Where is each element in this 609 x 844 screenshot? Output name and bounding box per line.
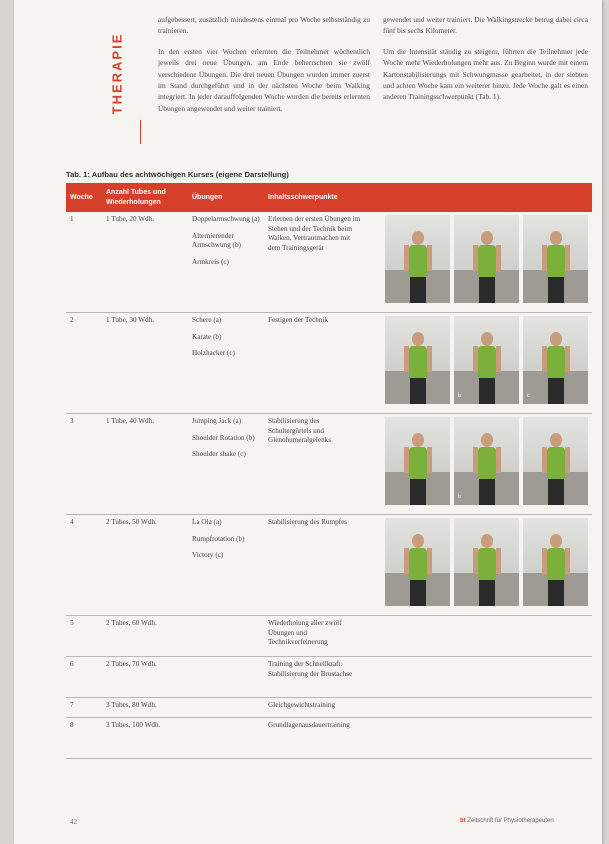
exercise-photo (385, 215, 450, 303)
exercise-photos (372, 417, 588, 505)
cell-focus: Stabilisierung des Rumpfes (264, 515, 368, 616)
cell-exercises (188, 718, 264, 759)
exercise-photos (372, 215, 588, 303)
exercise-item: Alternierender Armschwung (b) (192, 231, 241, 250)
course-table (66, 183, 592, 759)
document-page (14, 0, 602, 844)
exercise-photos (372, 316, 588, 404)
exercise-photo (385, 316, 450, 404)
cell-week: 6 (66, 657, 102, 698)
cell-tubes: 1 Tube, 30 Wdh. (102, 313, 188, 414)
cell-tubes: 2 Tubes, 60 Wdh. (102, 616, 188, 657)
exercise-item: Karate (b) (192, 332, 222, 341)
table-row (66, 698, 592, 718)
section-divider (140, 120, 141, 144)
journal-prefix: bt (460, 818, 466, 824)
cell-tubes: 2 Tubes, 50 Wdh. (102, 515, 188, 616)
cell-photos (368, 698, 592, 718)
paragraph: In den ersten vier Wochen erlernten die Teilnehmer wöchentlich jeweils drei neue Übungen, am Ende beherrschten sie zwölf verschiedene Übungen. Die drei neuen Übungen wurden immer zuerst im Stand durchgeführt und in der nächsten Woche beim Walking integriert. In jeder darauffolgenden Woche wurden die bereits erlernten Übungen angewendet und weiter trainiert. (158, 46, 370, 113)
exercise-item: Schere (a) (192, 316, 222, 324)
cell-tubes: 1 Tube, 40 Wdh. (102, 414, 188, 515)
cell-focus: Training der Schnellkraft: Stabilisierung der Brustachse (264, 657, 368, 698)
exercise-item: La Ola (a) (192, 518, 222, 526)
table-row (66, 616, 592, 657)
cell-photos (368, 212, 592, 313)
cell-photos (368, 313, 592, 414)
cell-tubes: 1 Tube, 20 Wdh. (102, 212, 188, 313)
exercise-item: Rumpfrotation (b) (192, 534, 245, 543)
exercise-photos (372, 518, 588, 606)
exercise-photo (385, 417, 450, 505)
paragraph: gewendet und weiter trainiert. Die Walkingstrecke betrug dabei circa fünf bis sechs Kilometer. (383, 15, 588, 36)
cell-week: 2 (66, 313, 102, 414)
header-focus: Inhaltsschwerpunkte (264, 183, 368, 212)
cell-focus: Gleichgewichtstraining (264, 698, 368, 718)
exercise-photo (454, 518, 519, 606)
table-row (66, 515, 592, 616)
cell-tubes: 2 Tubes, 70 Wdh. (102, 657, 188, 698)
header-tubes: Anzahl Tubes und Wiederholungen (102, 183, 188, 212)
page-number: 42 (70, 818, 77, 826)
exercise-photo (523, 316, 588, 404)
cell-exercises (188, 414, 264, 515)
exercise-item: Holzhacker (c) (192, 349, 235, 358)
table-row (66, 212, 592, 313)
cell-exercises (188, 698, 264, 718)
header-photos (368, 183, 592, 212)
table-row (66, 414, 592, 515)
exercise-photo (523, 215, 588, 303)
table-row (66, 718, 592, 759)
cell-exercises (188, 313, 264, 414)
text-column-right (383, 14, 588, 112)
exercise-item: Doppelarmschwung (a) (192, 215, 260, 223)
cell-exercises (188, 657, 264, 698)
exercise-photo (454, 215, 519, 303)
section-tag (109, 22, 136, 140)
cell-tubes: 3 Tubes, 100 Wdh. (102, 718, 188, 759)
section-label: THERAPIE (109, 32, 125, 115)
cell-exercises (188, 616, 264, 657)
cell-photos (368, 657, 592, 698)
cell-focus: Festigen der Technik (264, 313, 368, 414)
exercise-item: Jumping Jack (a) (192, 417, 242, 425)
cell-week: 3 (66, 414, 102, 515)
footer-journal (460, 818, 554, 824)
cell-photos (368, 616, 592, 657)
exercise-photo (454, 417, 519, 505)
cell-exercises (188, 515, 264, 616)
exercise-photo (523, 417, 588, 505)
exercise-item: Shoulder Rotation (b) (192, 433, 255, 442)
cell-week: 1 (66, 212, 102, 313)
exercise-item: Armkreis (c) (192, 257, 229, 266)
cell-photos (368, 515, 592, 616)
cell-focus: Stabilisierung des Schultergürtels und Glenohumeralgelenks (264, 414, 368, 515)
paragraph: Um die Intensität ständig zu steigern, führten die Teilnehmer jede Woche mehr Wiederholungen mehr aus. Zu Beginn wurde mit einem Kartonstabilisierungs mit Schwungmasse gearbeitet, in der siebten und achten Woche kam ein weiterer hinzu. Jede Woche galt es einen anderen Trainingsschwerpunkt (Tab. 1). (383, 46, 588, 102)
table-row (66, 657, 592, 698)
journal-name: Zeitschrift für Physiotherapeuten (467, 818, 554, 824)
header-week: Woche (66, 183, 102, 212)
exercise-photo (454, 316, 519, 404)
cell-week: 4 (66, 515, 102, 616)
paragraph: aufgebessert, zusätzlich mindestens einmal pro Woche selbstständig zu trainieren. (158, 15, 370, 36)
cell-focus: Grundlagenausdauertraining (264, 718, 368, 759)
cell-photos (368, 718, 592, 759)
photo-label: b (458, 494, 461, 501)
cell-week: 8 (66, 718, 102, 759)
table-header (66, 183, 592, 212)
cell-photos (368, 414, 592, 515)
cell-week: 5 (66, 616, 102, 657)
cell-exercises (188, 212, 264, 313)
cell-focus: Wiederholung aller zwölf Übungen und Technikverfeinerung (264, 616, 368, 657)
exercise-photo (385, 518, 450, 606)
table-row (66, 313, 592, 414)
cell-week: 7 (66, 698, 102, 718)
exercise-photo (523, 518, 588, 606)
cell-tubes: 3 Tubes, 80 Wdh. (102, 698, 188, 718)
text-column-left (158, 14, 370, 123)
photo-label: c (527, 393, 530, 400)
table-caption: Tab. 1: Aufbau des achtwöchigen Kurses (eigene Darstellung) (66, 170, 289, 179)
photo-label: b (458, 393, 461, 400)
exercise-item: Shoulder shake (c) (192, 450, 246, 459)
exercise-item: Victory (c) (192, 551, 224, 560)
cell-focus: Erlernen der ersten Übungen im Stehen und der Technik beim Walken, Vertrautmachen mit dem Trainingsgerät (264, 212, 368, 313)
header-exercises: Übungen (188, 183, 264, 212)
